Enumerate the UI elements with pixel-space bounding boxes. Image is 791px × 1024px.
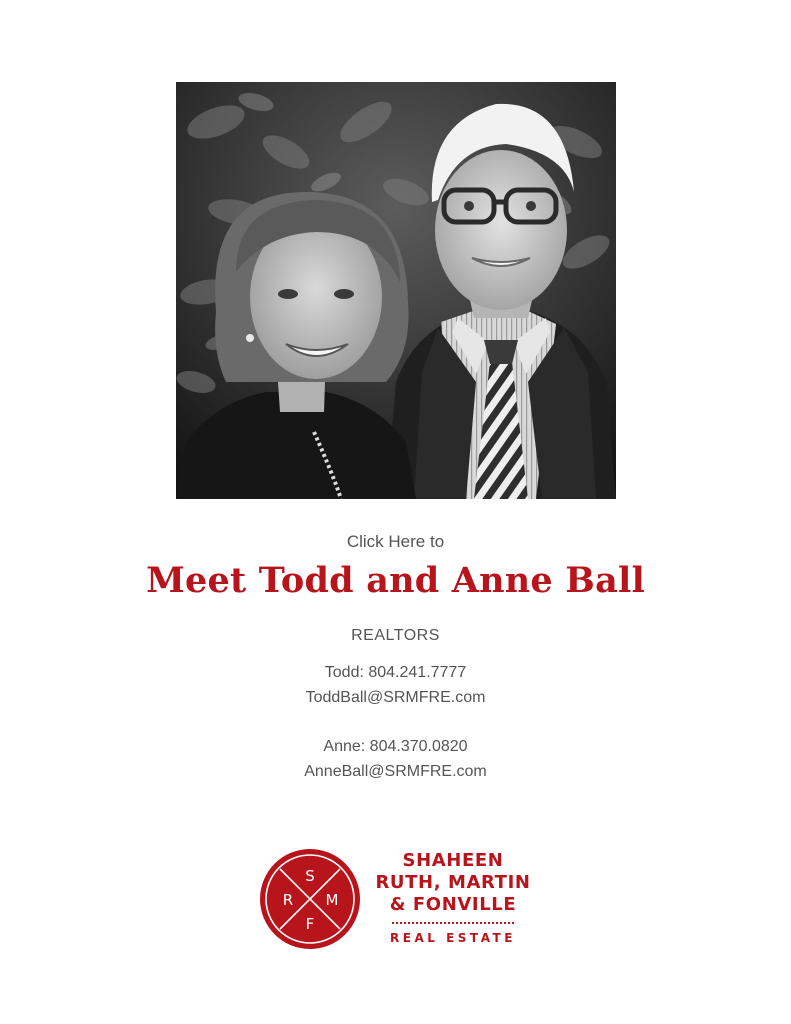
- logo-line-ruth-martin: RUTH, MARTIN: [375, 872, 531, 893]
- contact-todd: [0, 660, 791, 710]
- realtors-photo[interactable]: [176, 82, 616, 499]
- seal-letter-s: S: [305, 867, 315, 885]
- role-label: REALTORS: [351, 627, 440, 644]
- contact-anne: [0, 734, 791, 784]
- seal-letter-m: M: [325, 891, 339, 909]
- logo-real-estate: REAL ESTATE: [390, 931, 516, 945]
- seal-letter-f: F: [305, 915, 315, 933]
- todd-phone[interactable]: Todd: 804.241.7777: [324, 664, 467, 681]
- logo-line-fonville: & FONVILLE: [389, 894, 517, 915]
- meet-headline-link[interactable]: Meet Todd and Anne Ball: [146, 560, 645, 601]
- logo-divider: [392, 922, 514, 924]
- brokerage-logo[interactable]: [258, 844, 538, 954]
- logo-wordmark: [368, 850, 538, 946]
- anne-email-link[interactable]: AnneBall@SRMFRE.com: [304, 763, 487, 780]
- click-here-text[interactable]: Click Here to: [346, 532, 445, 551]
- anne-phone[interactable]: Anne: 804.370.0820: [323, 738, 468, 755]
- seal-letter-r: R: [282, 891, 294, 909]
- logo-line-shaheen: SHAHEEN: [402, 850, 504, 871]
- srmf-seal-icon: [258, 847, 362, 951]
- todd-email-link[interactable]: ToddBall@SRMFRE.com: [305, 689, 486, 706]
